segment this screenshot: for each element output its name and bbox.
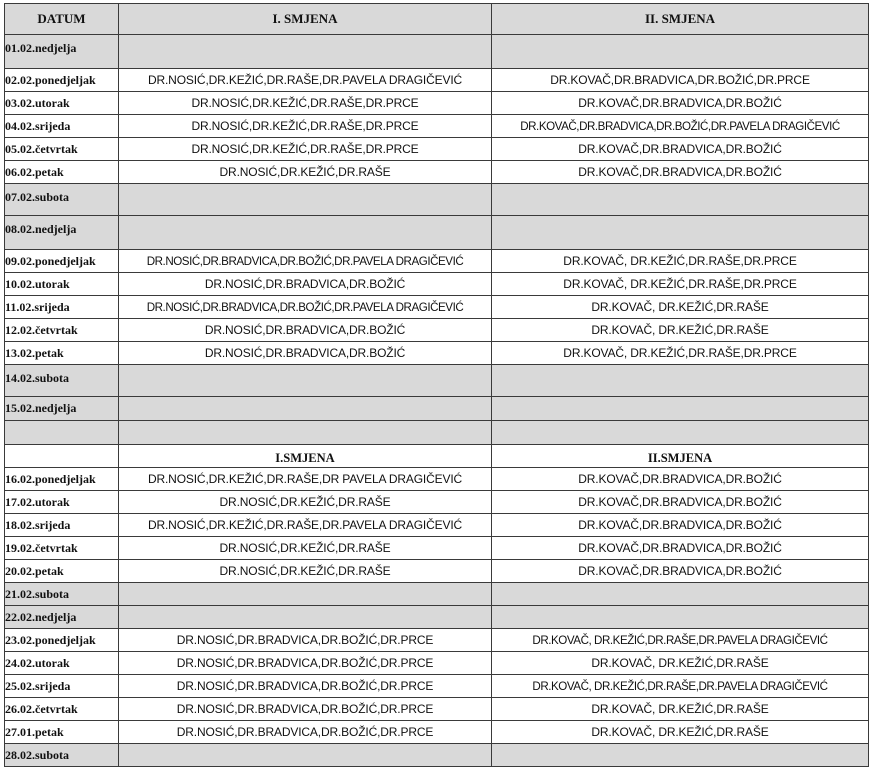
table-row [5,606,869,629]
spacer-row [5,421,869,445]
row-shift-1 [119,35,492,69]
row-shift-2: DR.KOVAČ, DR.KEŽIĆ,DR.RAŠE,DR.PRCE [492,250,869,273]
row-shift-2 [492,583,869,606]
row-shift-2 [492,365,869,397]
row-shift-2: DR.KOVAČ, DR.KEŽIĆ,DR.RAŠE,DR.PRCE [492,342,869,365]
row-date: 14.02.subota [5,365,119,397]
subheader-shift-2: II.SMJENA [492,445,869,468]
row-date: 17.02.utorak [5,491,119,514]
row-shift-2: DR.KOVAČ,DR.BRADVICA,DR.BOŽIĆ [492,92,869,115]
row-shift-1: DR.NOSIĆ,DR.BRADVICA,DR.BOŽIĆ [119,319,492,342]
row-shift-1: DR.NOSIĆ,DR.KEŽIĆ,DR.RAŠE [119,161,492,184]
row-shift-2: DR.KOVAČ,DR.BRADVICA,DR.BOŽIĆ [492,560,869,583]
row-shift-1: DR.NOSIĆ,DR.BRADVICA,DR.BOŽIĆ [119,273,492,296]
row-date: 12.02.četvrtak [5,319,119,342]
table-row [5,319,869,342]
row-shift-1: DR.NOSIĆ,DR.KEŽIĆ,DR.RAŠE,DR.PRCE [119,92,492,115]
table-row [5,296,869,319]
table-row [5,675,869,698]
row-shift-1: DR.NOSIĆ,DR.KEŽIĆ,DR.RAŠE,DR.PRCE [119,138,492,161]
row-shift-2: DR.KOVAČ,DR.BRADVICA,DR.BOŽIĆ [492,491,869,514]
row-shift-1: DR.NOSIĆ,DR.BRADVICA,DR.BOŽIĆ,DR.PRCE [119,629,492,652]
table-row [5,92,869,115]
row-date: 26.02.četvrtak [5,698,119,721]
row-shift-1: DR.NOSIĆ,DR.KEŽIĆ,DR.RAŠE [119,491,492,514]
row-date: 25.02.srijeda [5,675,119,698]
row-date: 22.02.nedjelja [5,606,119,629]
row-shift-1: DR.NOSIĆ,DR.KEŽIĆ,DR.RAŠE,DR.PRCE [119,115,492,138]
header-row [5,4,869,35]
table-row [5,273,869,296]
row-date: 01.02.nedjelja [5,35,119,69]
row-shift-2: DR.KOVAČ, DR.KEŽIĆ,DR.RAŠE,DR.PRCE [492,273,869,296]
row-date: 15.02.nedjelja [5,397,119,421]
row-shift-1 [119,397,492,421]
row-date: 24.02.utorak [5,652,119,675]
row-date: 07.02.subota [5,184,119,216]
row-shift-2: DR.KOVAČ,DR.BRADVICA,DR.BOŽIĆ,DR.PAVELA DRAGIČEVIĆ [492,115,869,138]
table-row [5,744,869,767]
row-shift-2 [492,184,869,216]
header-date: DATUM [5,4,119,35]
row-shift-2 [492,35,869,69]
row-date: 09.02.ponedjeljak [5,250,119,273]
row-shift-2: DR.KOVAČ,DR.BRADVICA,DR.BOŽIĆ [492,468,869,491]
row-date: 03.02.utorak [5,92,119,115]
table-row [5,69,869,92]
row-date: 16.02.ponedjeljak [5,468,119,491]
row-date: 08.02.nedjelja [5,216,119,250]
row-shift-2: DR.KOVAČ, DR.KEŽIĆ,DR.RAŠE [492,296,869,319]
row-date: 28.02.subota [5,744,119,767]
row-shift-2: DR.KOVAČ,DR.BRADVICA,DR.BOŽIĆ [492,138,869,161]
row-shift-2: DR.KOVAČ,DR.BRADVICA,DR.BOŽIĆ [492,161,869,184]
row-shift-2: DR.KOVAČ, DR.KEŽIĆ,DR.RAŠE,DR.PAVELA DRAGIČEVIĆ [492,675,869,698]
table-row [5,216,869,250]
spacer-cell [119,421,492,445]
row-shift-1: DR.NOSIĆ,DR.BRADVICA,DR.BOŽIĆ,DR.PAVELA DRAGIČEVIĆ [119,250,492,273]
row-shift-1: DR.NOSIĆ,DR.BRADVICA,DR.BOŽIĆ,DR.PRCE [119,652,492,675]
subheader-row [5,445,869,468]
spacer-cell [5,421,119,445]
table-row [5,629,869,652]
row-shift-1: DR.NOSIĆ,DR.KEŽIĆ,DR.RAŠE [119,560,492,583]
row-date: 06.02.petak [5,161,119,184]
row-date: 10.02.utorak [5,273,119,296]
table-row [5,560,869,583]
row-shift-1: DR.NOSIĆ,DR.KEŽIĆ,DR.RAŠE,DR.PAVELA DRAGIČEVIĆ [119,69,492,92]
row-shift-2 [492,216,869,250]
row-shift-1: DR.NOSIĆ,DR.BRADVICA,DR.BOŽIĆ,DR.PRCE [119,675,492,698]
row-shift-2: DR.KOVAČ,DR.BRADVICA,DR.BOŽIĆ [492,514,869,537]
row-shift-1 [119,216,492,250]
row-shift-2 [492,397,869,421]
table-row [5,537,869,560]
shift-schedule-table [4,3,869,767]
row-shift-1: DR.NOSIĆ,DR.BRADVICA,DR.BOŽIĆ [119,342,492,365]
row-shift-1: DR.NOSIĆ,DR.KEŽIĆ,DR.RAŠE [119,537,492,560]
subheader-date-empty [5,445,119,468]
table-row [5,115,869,138]
table-row [5,365,869,397]
table-row [5,514,869,537]
row-shift-2: DR.KOVAČ, DR.KEŽIĆ,DR.RAŠE,DR.PAVELA DRAGIČEVIĆ [492,629,869,652]
row-shift-1 [119,583,492,606]
row-date: 18.02.srijeda [5,514,119,537]
subheader-shift-1: I.SMJENA [119,445,492,468]
row-shift-1 [119,606,492,629]
table-row [5,468,869,491]
table-row [5,184,869,216]
header-shift-1: I. SMJENA [119,4,492,35]
row-shift-1 [119,365,492,397]
row-date: 11.02.srijeda [5,296,119,319]
row-shift-1: DR.NOSIĆ,DR.BRADVICA,DR.BOŽIĆ,DR.PRCE [119,698,492,721]
table-row [5,35,869,69]
row-date: 27.01.petak [5,721,119,744]
table-row [5,397,869,421]
row-date: 21.02.subota [5,583,119,606]
row-date: 23.02.ponedjeljak [5,629,119,652]
table-row [5,721,869,744]
row-shift-2: DR.KOVAČ,DR.BRADVICA,DR.BOŽIĆ,DR.PRCE [492,69,869,92]
row-shift-2: DR.KOVAČ, DR.KEŽIĆ,DR.RAŠE [492,652,869,675]
row-shift-2: DR.KOVAČ, DR.KEŽIĆ,DR.RAŠE [492,721,869,744]
row-shift-1: DR.NOSIĆ,DR.BRADVICA,DR.BOŽIĆ,DR.PRCE [119,721,492,744]
row-shift-1: DR.NOSIĆ,DR.KEŽIĆ,DR.RAŠE,DR PAVELA DRAGIČEVIĆ [119,468,492,491]
row-shift-1: DR.NOSIĆ,DR.KEŽIĆ,DR.RAŠE,DR.PAVELA DRAGIČEVIĆ [119,514,492,537]
table-row [5,138,869,161]
row-shift-1: DR.NOSIĆ,DR.BRADVICA,DR.BOŽIĆ,DR.PAVELA DRAGIČEVIĆ [119,296,492,319]
table-row [5,250,869,273]
row-shift-2: DR.KOVAČ,DR.BRADVICA,DR.BOŽIĆ [492,537,869,560]
row-shift-2: DR.KOVAČ, DR.KEŽIĆ,DR.RAŠE [492,698,869,721]
table-row [5,342,869,365]
row-date: 19.02.četvrtak [5,537,119,560]
table-row [5,652,869,675]
table-row [5,161,869,184]
table-row [5,491,869,514]
row-date: 05.02.četvrtak [5,138,119,161]
row-date: 04.02.srijeda [5,115,119,138]
spacer-cell [492,421,869,445]
row-date: 02.02.ponedjeljak [5,69,119,92]
table-row [5,698,869,721]
row-shift-2: DR.KOVAČ, DR.KEŽIĆ,DR.RAŠE [492,319,869,342]
row-shift-2 [492,744,869,767]
header-shift-2: II. SMJENA [492,4,869,35]
row-date: 13.02.petak [5,342,119,365]
row-shift-1 [119,744,492,767]
row-date: 20.02.petak [5,560,119,583]
table-row [5,583,869,606]
row-shift-1 [119,184,492,216]
row-shift-2 [492,606,869,629]
